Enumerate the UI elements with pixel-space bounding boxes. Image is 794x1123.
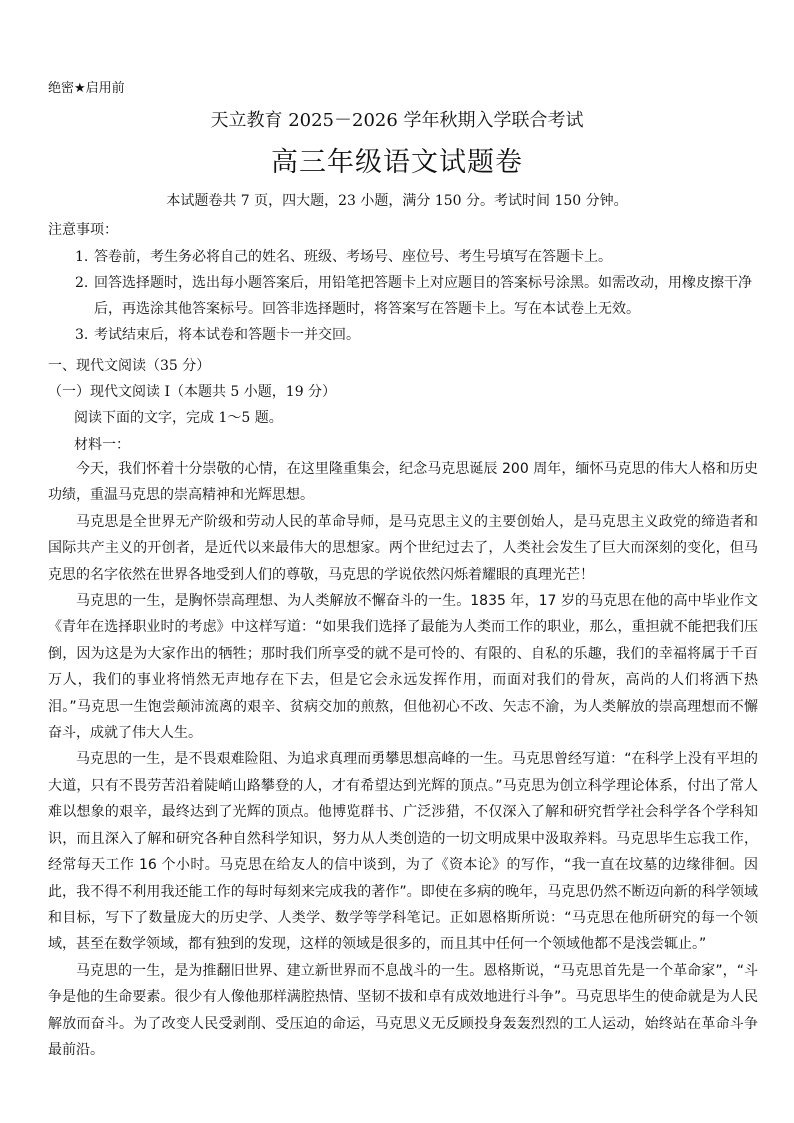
notice-item-number: 1. [75, 249, 89, 265]
section-title: 一、现代文阅读（35 分） [48, 358, 211, 374]
notice-item [48, 270, 760, 322]
passage-paragraph: 马克思的一生，是为推翻旧世界、建立新世界而不息战斗的一生。恩格斯说，“马克思首先是一个革命家”，“斗争是他的生命要素。很少有人像他那样满腔热情、坚韧不拔和卓有成效地进行斗争”。马克思毕生的使命就是为人民解放而奋斗。为了改变人民受剥削、受压迫的命运，马克思义无反顾投身轰轰烈烈的工人运动，始终站在革命斗争最前沿。 [48, 962, 758, 1058]
exam-title: 天立教育 2025－2026 学年秋期入学联合考试 [210, 110, 584, 131]
section-subtitle: （一）现代文阅读 I（本题共 5 小题，19 分） [48, 384, 337, 400]
passage-paragraph: 马克思的一生，是不畏艰难险阻、为追求真理而勇攀思想高峰的一生。马克思曾经写道：“在科学上没有平坦的大道，只有不畏劳苦沿着陡峭山路攀登的人，才有希望达到光辉的顶点。”马克思为创立科学理论体系，付出了常人难以想象的艰辛，最终达到了光辉的顶点。他博览群书、广泛涉猎，不仅深入了解和研究哲学社会科学各个学科知识，而且深入了解和研究各种自然科学知识，努力从人类创造的一切文明成果中汲取养料。马克思毕生忘我工作，经常每天工作 16 个小时。马克思在给友人的信中谈到，为了《资本论》的写作，“我一直在坟墓的边缘徘徊。因此，我不得不利用我还能工作的每时每刻来完成我的著作”。即使在多病的晚年，马克思仍然不断迈向新的科学领域和目标，写下了数量庞大的历史学、人类学、数学等学科笔记。正如恩格斯所说：“马克思在他所研究的每一个领域，甚至在数学领域，都有独到的发现，这样的领域是很多的，而且其中任何一个领域他都不是浅尝辄止。” [48, 751, 758, 953]
passage-paragraph: 马克思的一生，是胸怀崇高理想、为人类解放不懈奋斗的一生。1835 年，17 岁的马克思在他的高中毕业作文《青年在选择职业时的考虑》中这样写道：“如果我们选择了最能为人类而工作的职业，那么，重担就不能把我们压倒，因为这是为大家作出的牺牲；那时我们所享受的就不是可怜的、有限的、自私的乐趣，我们的幸福将属于千百万人，我们的事业将悄然无声地存在下去，但是它会永远发挥作用，而面对我们的骨灰，高尚的人们将洒下热泪。”马克思一生饱尝颠沛流离的艰辛、贫病交加的煎熬，但他初心不改、矢志不渝，为人类解放的崇高理想而不懈奋斗，成就了伟大人生。 [48, 593, 758, 742]
notice-item [48, 322, 760, 348]
notice-title: 注意事项： [48, 222, 118, 238]
passage-paragraph: 今天，我们怀着十分崇敬的心情，在这里隆重集会，纪念马克思诞辰 200 周年，缅怀马克思的伟大人格和历史功绩，重温马克思的崇高精神和光辉思想。 [48, 461, 758, 504]
notice-item-number: 2. [75, 275, 89, 291]
notice-item-text: 答卷前，考生务必将自己的姓名、班级、考场号、座位号、考生号填写在答题卡上。 [94, 249, 612, 265]
paper-title: 高三年级语文试题卷 [271, 147, 523, 178]
reading-instruction: 阅读下面的文字，完成 1～5 题。 [74, 410, 283, 426]
reading-passage [48, 456, 758, 1063]
notice-item-text: 回答选择题时，选出每小题答案后，用铅笔把答题卡上对应题目的答案标号涂黑。如需改动，用橡皮擦干净后，再选涂其他答案标号。回答非选择题时，将答案写在答题卡上。写在本试卷上无效。 [94, 275, 752, 317]
passage-paragraph: 马克思是全世界无产阶级和劳动人民的革命导师，是马克思主义的主要创始人，是马克思主义政党的缔造者和国际共产主义的开创者，是近代以来最伟大的思想家。两个世纪过去了，人类社会发生了巨大而深刻的变化，但马克思的名字依然在世界各地受到人们的尊敬，马克思的学说依然闪烁着耀眼的真理光芒！ [48, 513, 758, 583]
notice-item-text: 考试结束后，将本试卷和答题卡一并交回。 [94, 327, 360, 343]
material-label: 材料一： [74, 437, 130, 453]
notice-item [48, 244, 760, 270]
notice-list [48, 244, 760, 348]
notice-item-number: 3. [75, 327, 89, 343]
exam-info: 本试题卷共 7 页，四大题，23 小题，满分 150 分。考试时间 150 分钟。 [166, 193, 628, 209]
secret-label: 绝密★启用前 [48, 81, 125, 96]
